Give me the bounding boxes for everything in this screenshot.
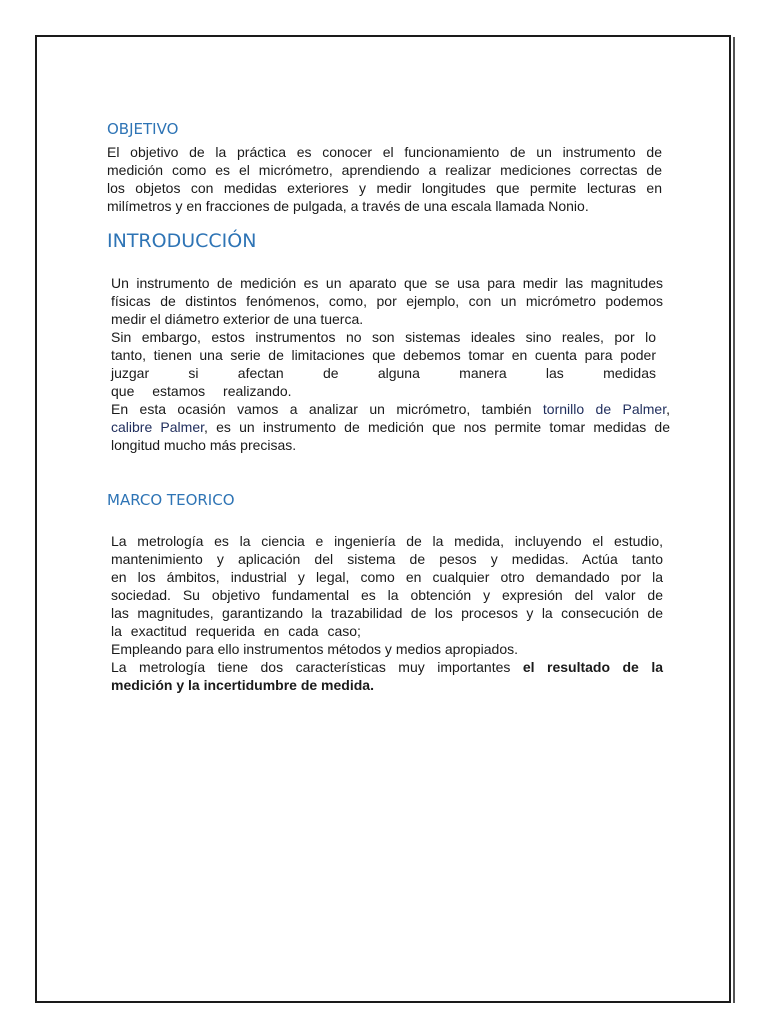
text-fragment: , es un instrumento de medición que nos permite tomar medidas de [204,419,671,435]
text-line [111,418,670,436]
link-tornillo-palmer[interactable]: tornillo de Palmer [542,401,667,417]
introduccion-palmer-paragraph [111,400,670,454]
text-line: medición como es el micrómetro, aprendiendo a realizar mediciones correctas de [107,162,662,178]
page-edge-shadow [733,37,735,1003]
section-title-marco-teorico: MARCO TEORICO [107,491,235,509]
introduccion-paragraph [111,274,663,400]
section-title-introduccion: INTRODUCCIÓN [107,230,257,252]
text-line [111,658,663,676]
text-line: La metrología es la ciencia e ingeniería de la medida, incluyendo el estudio, [111,533,663,549]
bold-text-line: medición y la incertidumbre de medida. [111,677,374,693]
section-title-objetivo: OBJETIVO [107,120,179,138]
text-fragment: La metrología tiene dos características muy importantes [111,659,523,675]
text-line: que estamos realizando. [111,383,292,399]
text-fragment: En esta ocasión vamos a analizar un micrómetro, también [111,401,543,417]
text-line: medir el diámetro exterior de una tuerca. [111,311,364,327]
text-line: las magnitudes, garantizando la trazabilidad de los procesos y la consecución de [111,605,663,621]
text-line: longitud mucho más precisas. [111,437,297,453]
marco-paragraph [111,532,663,694]
text-line [111,400,670,418]
text-line: sociedad. Su objetivo fundamental es la obtención y expresión del valor de [111,587,663,603]
text-line: la exactitud requerida en cada caso; [111,623,361,639]
text-line: físicas de distintos fenómenos, como, por ejemplo, con un micrómetro podemos [111,293,663,309]
bold-text: el resultado de la [522,659,664,675]
text-line: Un instrumento de medición es un aparato que se usa para medir las magnitudes [111,275,663,291]
text-line: El objetivo de la práctica es conocer el funcionamiento de un instrumento de [107,144,662,160]
objetivo-paragraph [107,143,662,215]
text-line: los objetos con medidas exteriores y medir longitudes que permite lecturas en [107,180,662,196]
text-line: juzgar si afectan de alguna manera las medidas [111,365,656,381]
text-fragment: , [666,401,670,417]
text-line: Sin embargo, estos instrumentos no son sistemas ideales sino reales, por lo [111,329,656,345]
text-line: tanto, tienen una serie de limitaciones que debemos tomar en cuenta para poder [111,347,656,363]
link-calibre-palmer[interactable]: calibre Palmer [111,419,205,435]
text-line: en los ámbitos, industrial y legal, como en cualquier otro demandado por la [111,569,663,585]
text-line: mantenimiento y aplicación del sistema de pesos y medidas. Actúa tanto [111,551,663,567]
text-line: milímetros y en fracciones de pulgada, a través de una escala llamada Nonio. [107,198,589,214]
text-line: Empleando para ello instrumentos métodos y medios apropiados. [111,641,519,657]
